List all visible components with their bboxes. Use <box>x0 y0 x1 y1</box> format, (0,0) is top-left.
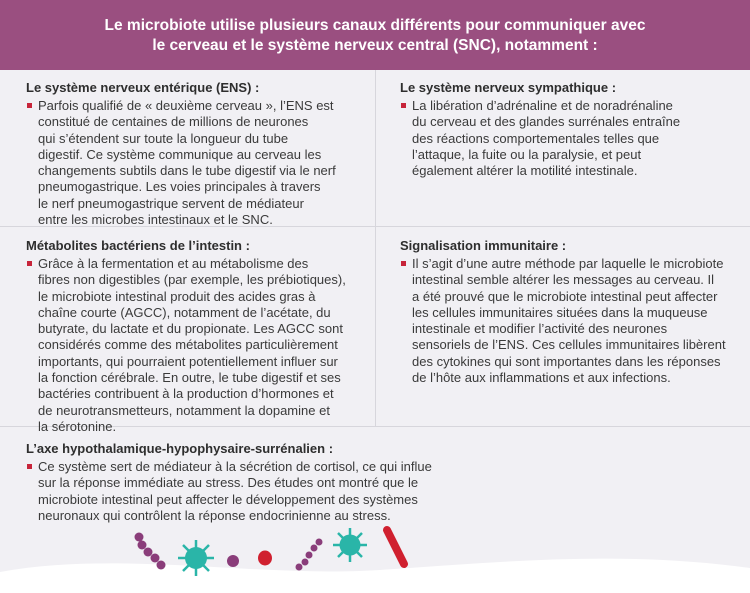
section-text-line: également altérer la motilité intestinale. <box>412 163 638 179</box>
section-text-line: fibres non digestibles (par exemple, les prébiotiques), <box>38 272 346 288</box>
section-text-line: sur la réponse immédiate au stress. Des études ont montré que le <box>38 475 419 491</box>
section-title: Métabolites bactériens de l’intestin : <box>26 238 250 253</box>
section-text-line: des réactions comportementales telles que <box>412 130 660 146</box>
section-title: Le système nerveux sympathique : <box>400 80 617 95</box>
section-text-line: Grâce à la fermentation et au métabolisme des <box>38 256 309 271</box>
section-text-line: sensoriels de l’ENS. Ces cellules immunitaires libèrent <box>412 337 726 353</box>
section-bullet <box>26 459 466 524</box>
section-text-line: Ce système sert de médiateur à la sécrétion de cortisol, ce qui influe <box>38 459 432 474</box>
rod-bacterium-icon <box>387 530 404 564</box>
section-text-line: l’attaque, la fuite ou la paralysie, et peut <box>412 146 642 162</box>
section-text-line: neuronaux qui contrôlent la réponse endocrinienne au stress. <box>38 507 391 523</box>
section-text-line: la fonction cérébrale. En outre, le tube digestif et ses <box>38 370 341 386</box>
section-bullet <box>26 98 366 228</box>
section-immune-signaling <box>400 238 730 386</box>
section-text-line: du cerveau et des glandes surrénales entraîne <box>412 114 681 130</box>
section-text-line: butyrate, du lactate et du propionate. Les AGCC sont <box>38 321 343 337</box>
section-enteric-nervous-system <box>26 80 366 228</box>
section-text-line: a été prouvé que le microbiote intestinal peut affecter <box>412 288 718 304</box>
section-text-line: entre les microbes intestinaux et le SNC. <box>38 212 273 228</box>
section-text-line: digestif. Ce système communique au cerveau les <box>38 146 322 162</box>
page-header <box>0 0 750 70</box>
section-text-line: des cytokines qui sont importantes dans les réponses <box>412 353 721 369</box>
section-text-line: microbiote intestinal peut affecter le développement des systèmes <box>38 491 418 507</box>
small-dot-microbe-icon <box>227 555 239 567</box>
section-text-line: intestinale et modifier l’activité des neurones <box>412 321 668 337</box>
section-text-line: bactéries contribuent à la production d’hormones et <box>38 386 334 402</box>
header-title-line-2: le cerveau et le système nerveux central (SNC), notamment : <box>152 37 598 54</box>
section-bacterial-metabolites <box>26 238 366 435</box>
section-text-line: Il s’agit d’une autre méthode par laquelle le microbiote <box>412 256 724 271</box>
section-text-line: intestinal semble altérer les messages au cerveau. Il <box>412 272 715 288</box>
section-title: L’axe hypothalamique-hypophysaire-surrénalien : <box>26 441 334 456</box>
spiky-virus-icon <box>333 528 367 562</box>
section-bullet <box>26 256 366 435</box>
section-bullet <box>400 98 730 179</box>
section-text-line: Parfois qualifié de « deuxième cerveau », l’ENS est <box>38 98 334 113</box>
column-divider <box>375 70 376 426</box>
section-title: Signalisation immunitaire : <box>400 238 567 253</box>
section-text-line: qui s’étendent sur toute la longueur du tube <box>38 130 289 146</box>
section-title: Le système nerveux entérique (ENS) : <box>26 80 260 95</box>
microbe-illustration <box>0 520 750 593</box>
section-text-line: constitué de centaines de millions de neurones <box>38 114 309 130</box>
section-bullet <box>400 256 730 386</box>
section-sympathetic-nervous-system <box>400 80 730 179</box>
section-text-line: de l’hôte aux inflammations et aux infections. <box>412 370 671 386</box>
section-text-line: les cellules immunitaires situées dans la muqueuse <box>412 304 708 320</box>
section-text-line: importants, qui pourraient potentiellement influer sur <box>38 353 338 369</box>
section-text-line: considérés comme des métabolites particulièrement <box>38 337 338 353</box>
red-cell-icon <box>258 551 272 566</box>
spiky-virus-icon <box>178 540 214 576</box>
section-text-line: pneumogastrique. Les voies principales à travers <box>38 179 321 195</box>
section-text-line: le microbiote intestinal produit des acides gras à <box>38 288 316 304</box>
section-text-line: la sérotonine. <box>38 418 117 434</box>
section-text-line: le nerf pneumogastrique servent de médiateur <box>38 195 304 211</box>
section-text-line: La libération d’adrénaline et de noradrénaline <box>412 98 673 113</box>
section-text-line: changements subtils dans le tube digestif via le nerf <box>38 163 336 179</box>
header-title-line-1: Le microbiote utilise plusieurs canaux différents pour communiquer avec <box>104 17 646 34</box>
section-text-line: de neurotransmetteurs, notamment la dopamine et <box>38 402 330 418</box>
wave-background <box>0 559 750 593</box>
bead-chain-microbe-icon <box>296 539 323 571</box>
section-hpa-axis <box>26 441 466 524</box>
section-text-line: chaîne courte (AGCC), notamment de l’acétate, du <box>38 304 331 320</box>
